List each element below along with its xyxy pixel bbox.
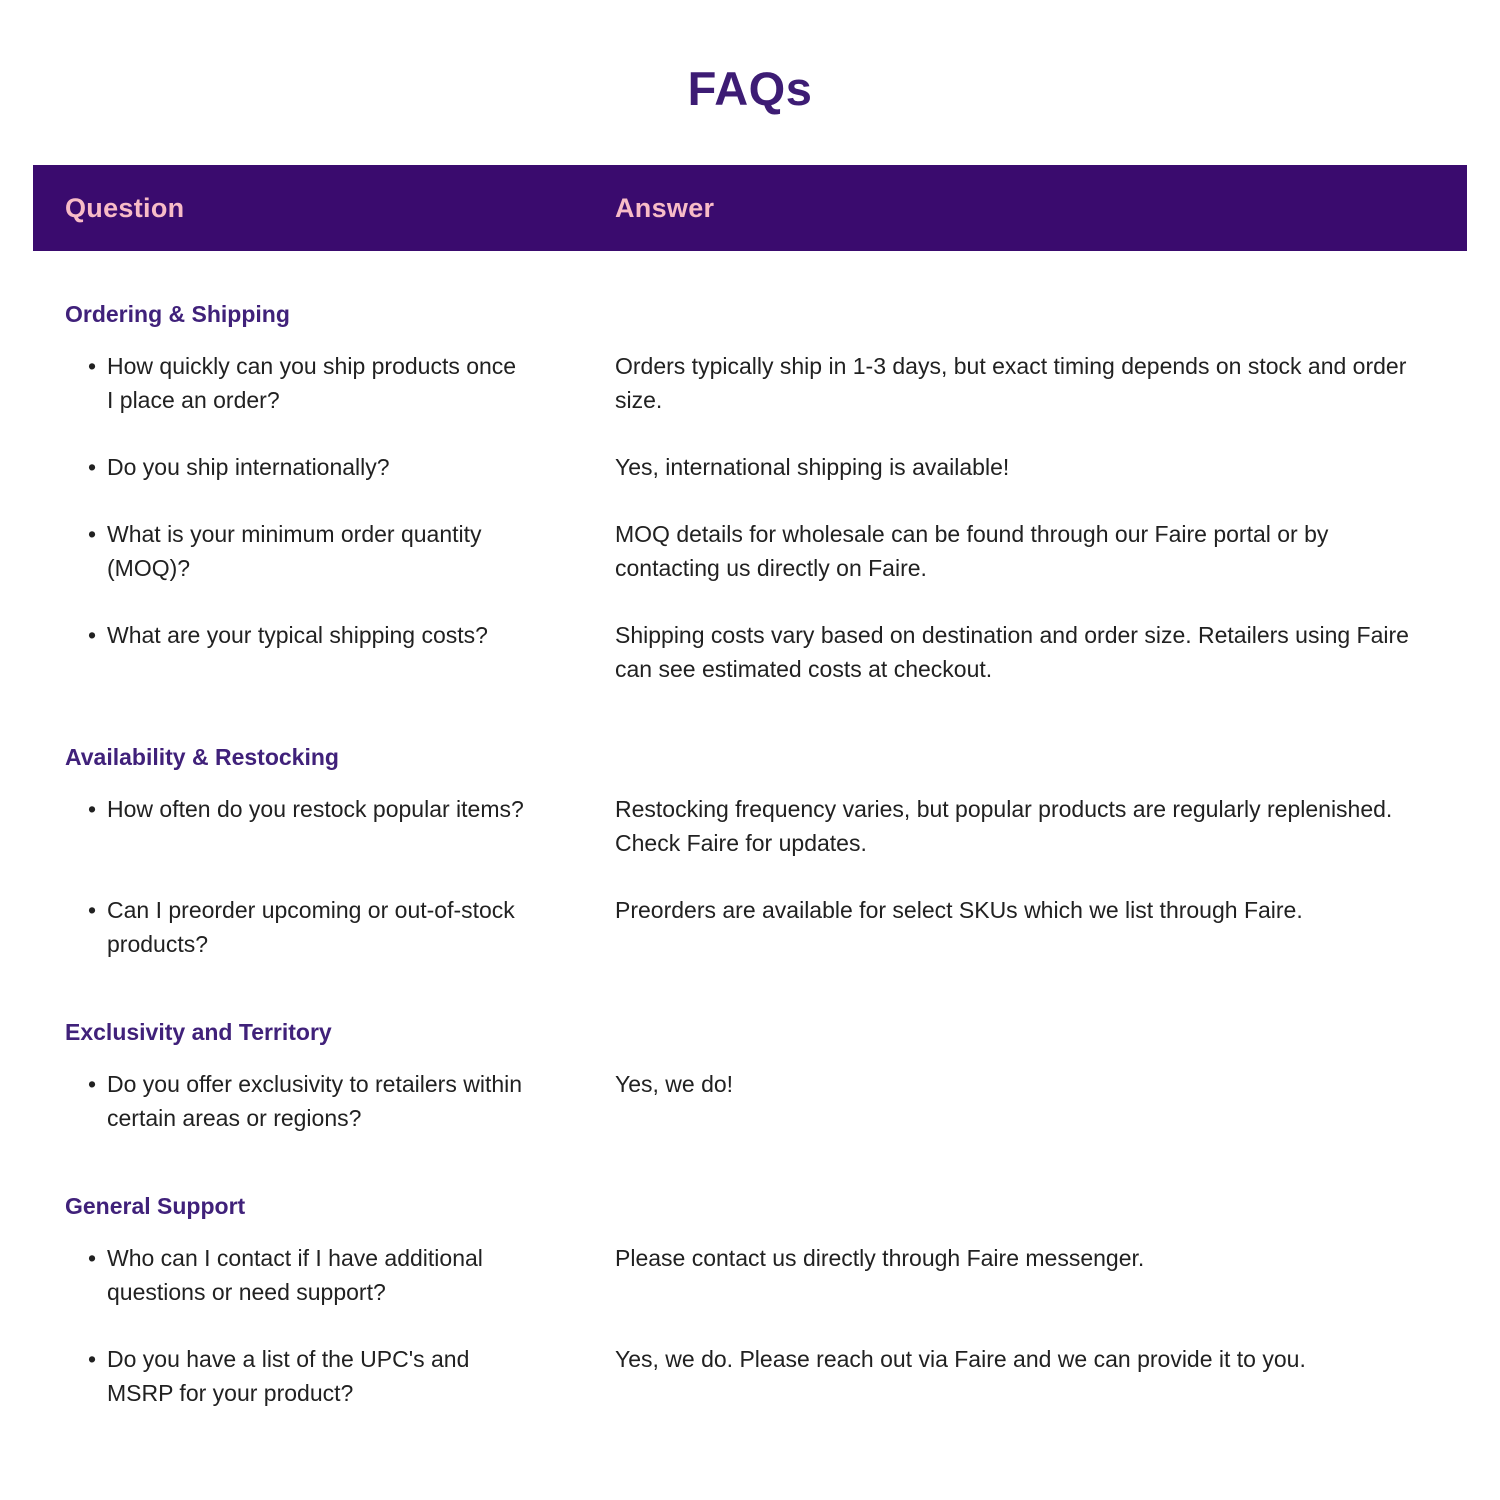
question-column-header: Question [65, 192, 185, 223]
section-rows [65, 1241, 1435, 1410]
section-heading: Exclusivity and Territory [65, 1019, 332, 1045]
question-cell [65, 893, 615, 961]
question-text: Do you ship internationally? [107, 454, 390, 480]
question-text: Do you offer exclusivity to retailers within certain areas or regions? [107, 1071, 523, 1131]
question-cell [65, 349, 615, 417]
question-text: Who can I contact if I have additional questions or need support? [107, 1245, 483, 1305]
bullet-icon: • [88, 1071, 97, 1097]
faq-section [65, 742, 1435, 961]
question-cell [65, 1067, 615, 1135]
faq-row [65, 893, 1435, 961]
section-heading: Ordering & Shipping [65, 301, 290, 327]
bullet-icon: • [88, 796, 97, 822]
answer-text: Yes, we do! [615, 1071, 734, 1097]
table-header-bar [33, 165, 1467, 251]
faq-section [65, 299, 1435, 686]
question-text: What is your minimum order quantity (MOQ)? [107, 521, 482, 581]
answer-text: Shipping costs vary based on destination and order size. Retailers using Faire can see estimated costs at checkout. [615, 622, 1409, 682]
question-text: What are your typical shipping costs? [107, 622, 488, 648]
question-text: Do you have a list of the UPC's and MSRP for your product? [107, 1346, 470, 1406]
bullet-icon: • [88, 622, 97, 648]
question-cell [65, 792, 615, 860]
answer-text: Orders typically ship in 1-3 days, but exact timing depends on stock and order size. [615, 353, 1407, 413]
bullet-icon: • [88, 353, 97, 379]
question-cell [65, 450, 615, 484]
answer-text: Please contact us directly through Faire messenger. [615, 1245, 1145, 1271]
question-text: How often do you restock popular items? [107, 796, 524, 822]
faq-row [65, 1067, 1435, 1135]
answer-text: Preorders are available for select SKUs which we list through Faire. [615, 897, 1303, 923]
question-text: Can I preorder upcoming or out-of-stock products? [107, 897, 515, 957]
faq-row [65, 618, 1435, 686]
section-rows [65, 349, 1435, 686]
section-heading: Availability & Restocking [65, 744, 339, 770]
section-rows [65, 1067, 1435, 1135]
question-cell [65, 517, 615, 585]
bullet-icon: • [88, 521, 97, 547]
answer-text: Restocking frequency varies, but popular products are regularly replenished. Check Faire for updates. [615, 796, 1393, 856]
bullet-icon: • [88, 1245, 97, 1271]
question-cell [65, 618, 615, 686]
question-text: How quickly can you ship products once I place an order? [107, 353, 517, 413]
faq-section [65, 1191, 1435, 1410]
section-heading: General Support [65, 1193, 246, 1219]
question-cell [65, 1241, 615, 1309]
faq-section [65, 1017, 1435, 1135]
bullet-icon: • [88, 454, 97, 480]
faq-row [65, 792, 1435, 860]
answer-text: Yes, international shipping is available! [615, 454, 1010, 480]
faq-row [65, 517, 1435, 585]
answer-column-header: Answer [615, 192, 715, 223]
faq-row [65, 1241, 1435, 1309]
section-rows [65, 792, 1435, 961]
answer-text: Yes, we do. Please reach out via Faire and we can provide it to you. [615, 1346, 1306, 1372]
faq-row [65, 450, 1435, 484]
page-title: FAQs [687, 62, 813, 115]
question-cell [65, 1342, 615, 1410]
bullet-icon: • [88, 897, 97, 923]
bullet-icon: • [88, 1346, 97, 1372]
faq-body [0, 299, 1500, 1470]
answer-text: MOQ details for wholesale can be found through our Faire portal or by contacting us directly on Faire. [615, 521, 1329, 581]
faq-row [65, 349, 1435, 417]
faq-row [65, 1342, 1435, 1410]
